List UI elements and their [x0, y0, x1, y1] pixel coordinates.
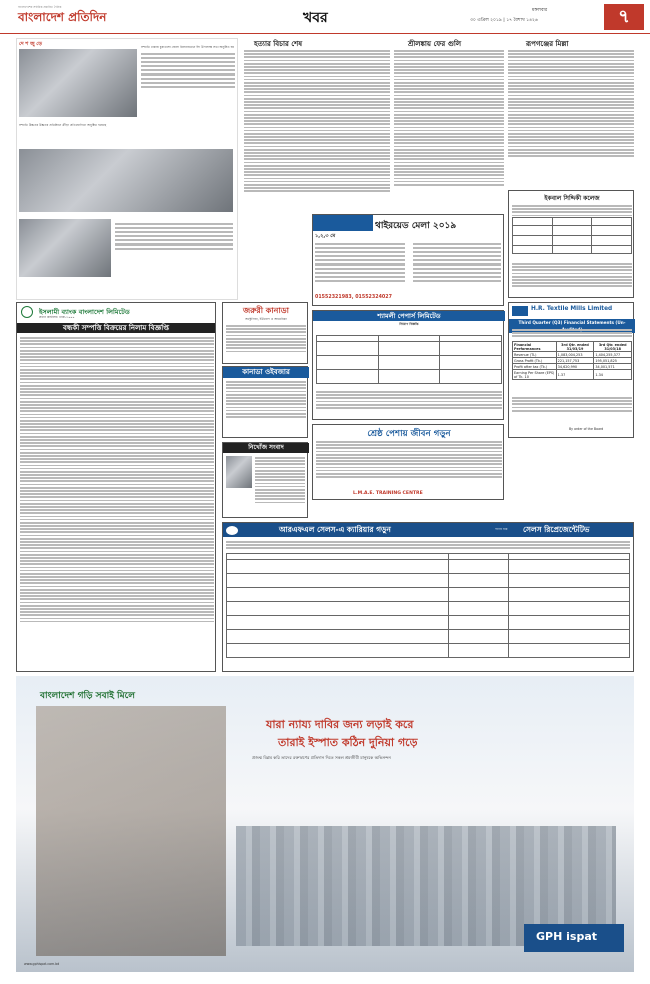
college-footer	[512, 263, 632, 289]
canada-visa-ad[interactable]	[222, 302, 308, 364]
hr-financial-table	[512, 341, 632, 380]
date-full: ৩০ এপ্রিল ২০১৯ | ১৭ বৈশাখ ১৪২৬	[470, 18, 538, 23]
missing-person-photo[interactable]	[226, 456, 252, 488]
masthead	[0, 0, 650, 34]
gph-ispat-banner[interactable]	[16, 676, 634, 972]
career-intro	[226, 541, 630, 551]
fin-col1-header: 3rd Qtr. ended 31/03/19	[556, 342, 594, 352]
islami-bank-logo-icon	[21, 306, 33, 318]
rfl-career-ad[interactable]	[222, 522, 634, 672]
hr-quarter: Third Quarter (Q3) Financial Statements (Un-	[509, 319, 635, 333]
shyamoli-subtitle: নিয়োগ বিজ্ঞপ্তি	[399, 322, 419, 326]
canada-sub: অস্ট্রেলিয়া, ইউরোপ ও আমেরিকা	[245, 317, 287, 321]
table-row: Earning Per Share (EPS) of Tk. 10 1.37 1.34	[513, 370, 632, 380]
career-table	[226, 553, 630, 658]
hr-notes	[512, 397, 632, 413]
training-title: শ্রেষ্ঠ পেশায় জীবন গড়ুন	[367, 429, 451, 439]
story-1-text	[141, 53, 235, 90]
story-1-caption: সম্প্রতি ঢাকায় চুয়াডাঙ্গা জেলা মিলনায়তনে ঈদ উপলক্ষে সভা অনুষ্ঠিত হয়	[141, 45, 235, 49]
banner-slogan-1: যারা ন্যায্য দাবির জন্য লড়াই করে	[266, 718, 414, 731]
fin-col2-header: 3rd Qtr. ended 31/03/18	[594, 342, 632, 352]
college-body	[512, 205, 632, 218]
hr-board: By order of the Board	[569, 427, 604, 431]
career-post-label: পদের নাম	[495, 527, 508, 531]
missing-title: নিখোঁজ সংবাদ	[223, 443, 309, 453]
rfl-logo-icon	[226, 526, 238, 535]
auction-body	[20, 337, 214, 624]
islami-bank-auction-notice[interactable]	[16, 302, 216, 672]
bank-name: ইসলামী ব্যাংক বাংলাদেশ লিমিটেড	[39, 308, 130, 316]
news-photo-3[interactable]	[19, 219, 111, 277]
news-photo-1[interactable]	[19, 49, 137, 117]
worker-photo	[36, 706, 226, 956]
banner-slogan-2: তারাই ইস্পাত কঠিন দুনিয়া গড়ে	[278, 736, 418, 749]
banner-body: প্রজন্ম বিপ্লব করি তাদের রক্তঋণের প্রতিদান দিতে সকল শ্রমজীবী মানুষকে অভিনন্দন	[252, 755, 391, 760]
career-title: আরএফএল সেলস-এ ক্যারিয়ার গড়ুন	[279, 525, 391, 534]
thyroid-fair-ad[interactable]	[312, 214, 504, 306]
fair-dates: ১,২,৩ মে	[315, 233, 336, 239]
shyamoli-table	[316, 335, 502, 384]
campaign-logo: বাংলাদেশ গড়ি সবাই মিলে	[40, 691, 135, 701]
fair-details	[315, 243, 405, 284]
section-kicker: দে শ জু ড়ে	[19, 41, 42, 47]
canada-work-body	[226, 381, 306, 419]
hr-title: H.R. Textile Mills Limited	[531, 306, 613, 312]
hr-intro	[512, 329, 632, 339]
hr-logo-icon	[512, 306, 528, 316]
shyamoli-footer	[316, 391, 502, 410]
canada-body	[226, 325, 306, 354]
shyamoli-recruitment[interactable]	[312, 310, 504, 420]
career-post: সেলস রিপ্রেজেন্টেটিভ	[523, 525, 590, 534]
story-murder-trial	[244, 38, 390, 214]
brand-tagline: বাংলাদেশের সর্বাধিক প্রচারিত দৈনিক	[18, 5, 62, 9]
training-body	[316, 441, 502, 479]
section-title: খবর	[303, 10, 328, 26]
headline-3[interactable]: রূপগঞ্জের মিল্লা	[526, 40, 569, 48]
news-photo-2[interactable]	[19, 149, 233, 212]
left-column	[16, 38, 238, 300]
college-title: ইকবাল সিদ্দিকী কলেজ	[544, 195, 600, 202]
story-body-1	[244, 50, 390, 193]
date-day: মঙ্গলবার	[532, 8, 548, 13]
story-body-3	[508, 50, 634, 158]
missing-body	[255, 457, 305, 505]
college-post-table	[512, 217, 632, 254]
page-number: ৭	[604, 4, 644, 30]
canada-title: জরুরী কানাডা	[243, 306, 289, 315]
gph-logo[interactable]: GPH ispat	[536, 930, 597, 943]
shyamoli-title: শ্যামলী পেপার্স লিমিটেড	[313, 311, 505, 321]
canada-work-ad[interactable]	[222, 366, 308, 438]
canada-work-title: কানাডা ওইবজার	[223, 367, 309, 378]
hr-textile-statement[interactable]	[508, 302, 634, 438]
table-row: Revenue (TL) 1,083,004,253 1,404,255,377	[513, 352, 632, 358]
table-row: Gross Profit (Tk.) 221,157,753 195,051,825	[513, 358, 632, 364]
fair-phone[interactable]: 01552321983, 01552324027	[315, 295, 392, 300]
headline-2[interactable]: শ্রীলঙ্কায় ফের গুলি	[408, 40, 462, 48]
fin-label-header: Financial Performances	[513, 342, 557, 352]
fair-title: থাইরয়েড মেলা ২০১৯	[375, 221, 457, 231]
story-body-2	[394, 50, 504, 187]
auction-title: বন্ধকী সম্পত্তি বিক্রয়ের নিলাম বিজ্ঞপ্তি	[17, 323, 215, 333]
bank-address: প্রধান কার্যালয়: ঢাকা-১০০০	[39, 315, 75, 319]
story-rupganj	[508, 38, 634, 184]
story-srilanka	[394, 38, 504, 214]
missing-person-notice[interactable]	[222, 442, 308, 518]
college-ad[interactable]	[508, 190, 634, 298]
newspaper-logo[interactable]: বাংলাদেশ প্রতিদিন	[18, 10, 107, 24]
headline-1[interactable]: হত্যার বিচার শেষ	[254, 40, 303, 48]
story-3-text	[115, 223, 233, 252]
fair-services	[413, 243, 501, 284]
gph-website[interactable]: www.gphispat.com.bd	[24, 962, 60, 966]
fair-badge	[313, 215, 373, 231]
table-row: Profit after tax (Tk.) 34,620,990 34,001,571	[513, 364, 632, 370]
training-center-name: L.M.A.E. TRAINING CENTRE	[353, 491, 423, 496]
training-center-ad[interactable]	[312, 424, 504, 500]
story-2-caption: সম্প্রতি উচ্চতর উচ্চতর প্রতিষ্ঠানে ক্রীড়া প্রতিযোগিতা অনুষ্ঠিত হয়েছে	[19, 123, 107, 127]
